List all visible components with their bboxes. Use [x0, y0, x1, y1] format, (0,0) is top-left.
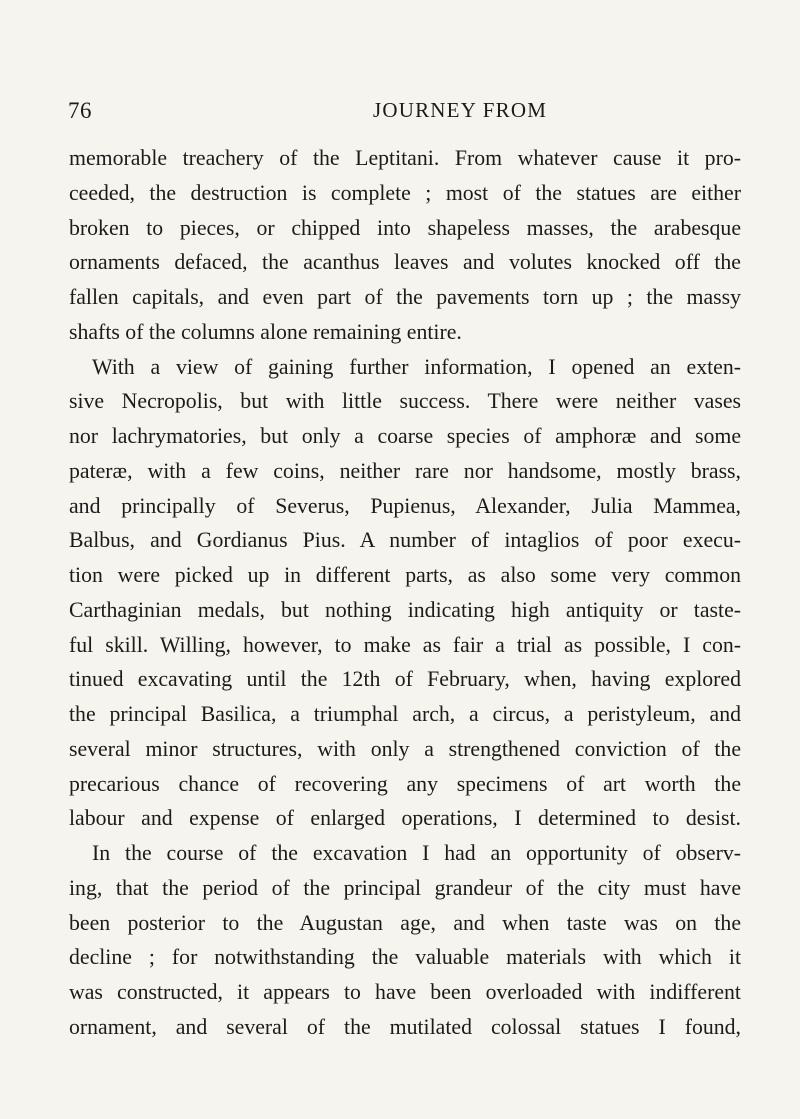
text-line: several minor structures, with only a strengthened conviction of the: [69, 736, 741, 761]
text-line: sive Necropolis, but with little success. There were neither vases: [69, 389, 741, 414]
text-line: broken to pieces, or chipped into shapeless masses, the arabesque: [69, 215, 741, 240]
text-line: Carthaginian medals, but nothing indicating high antiquity or taste-: [69, 597, 741, 622]
text-line: ing, that the period of the principal grandeur of the city must have: [69, 875, 741, 900]
text-line: ceeded, the destruction is complete ; most of the statues are either: [69, 180, 741, 205]
text-line: shafts of the columns alone remaining entire.: [69, 319, 462, 344]
text-line: fallen capitals, and even part of the pavements torn up ; the massy: [69, 285, 741, 309]
text-line: Balbus, and Gordianus Pius. A number of intaglios of poor execu-: [69, 528, 741, 553]
text-line: tinued excavating until the 12th of February, when, having explored: [69, 667, 741, 692]
page-number: 76: [68, 98, 92, 123]
running-head: JOURNEY FROM: [373, 98, 548, 122]
text-line: memorable treachery of the Leptitani. From whatever cause it pro-: [69, 146, 741, 170]
text-line: decline ; for notwithstanding the valuable materials with which it: [69, 945, 741, 970]
text-line: ful skill. Willing, however, to make as fair a trial as possible, I con-: [69, 632, 741, 657]
text-line: ornament, and several of the mutilated colossal statues I found,: [69, 1014, 741, 1039]
text-line: labour and expense of enlarged operations, I determined to desist.: [69, 806, 741, 831]
text-line: pateræ, with a few coins, neither rare nor handsome, mostly brass,: [69, 458, 741, 483]
body-text: [69, 141, 741, 1045]
text-line: nor lachrymatories, but only a coarse species of amphoræ and some: [69, 424, 741, 448]
paragraph-start-line: In the course of the excavation I had an opportunity of observ-: [92, 841, 741, 865]
paragraph-start-line: With a view of gaining further information, I opened an exten-: [92, 354, 741, 379]
text-line: and principally of Severus, Pupienus, Alexander, Julia Mammea,: [69, 493, 741, 518]
text-line: the principal Basilica, a triumphal arch, a circus, a peristyleum, and: [69, 702, 741, 726]
text-line: tion were picked up in different parts, as also some very common: [69, 563, 741, 587]
text-line: was constructed, it appears to have been overloaded with indifferent: [69, 980, 741, 1004]
text-line: been posterior to the Augustan age, and when taste was on the: [69, 910, 741, 935]
text-line: precarious chance of recovering any specimens of art worth the: [69, 771, 741, 796]
page-header: [68, 98, 740, 130]
text-line: ornaments defaced, the acanthus leaves and volutes knocked off the: [69, 250, 741, 275]
